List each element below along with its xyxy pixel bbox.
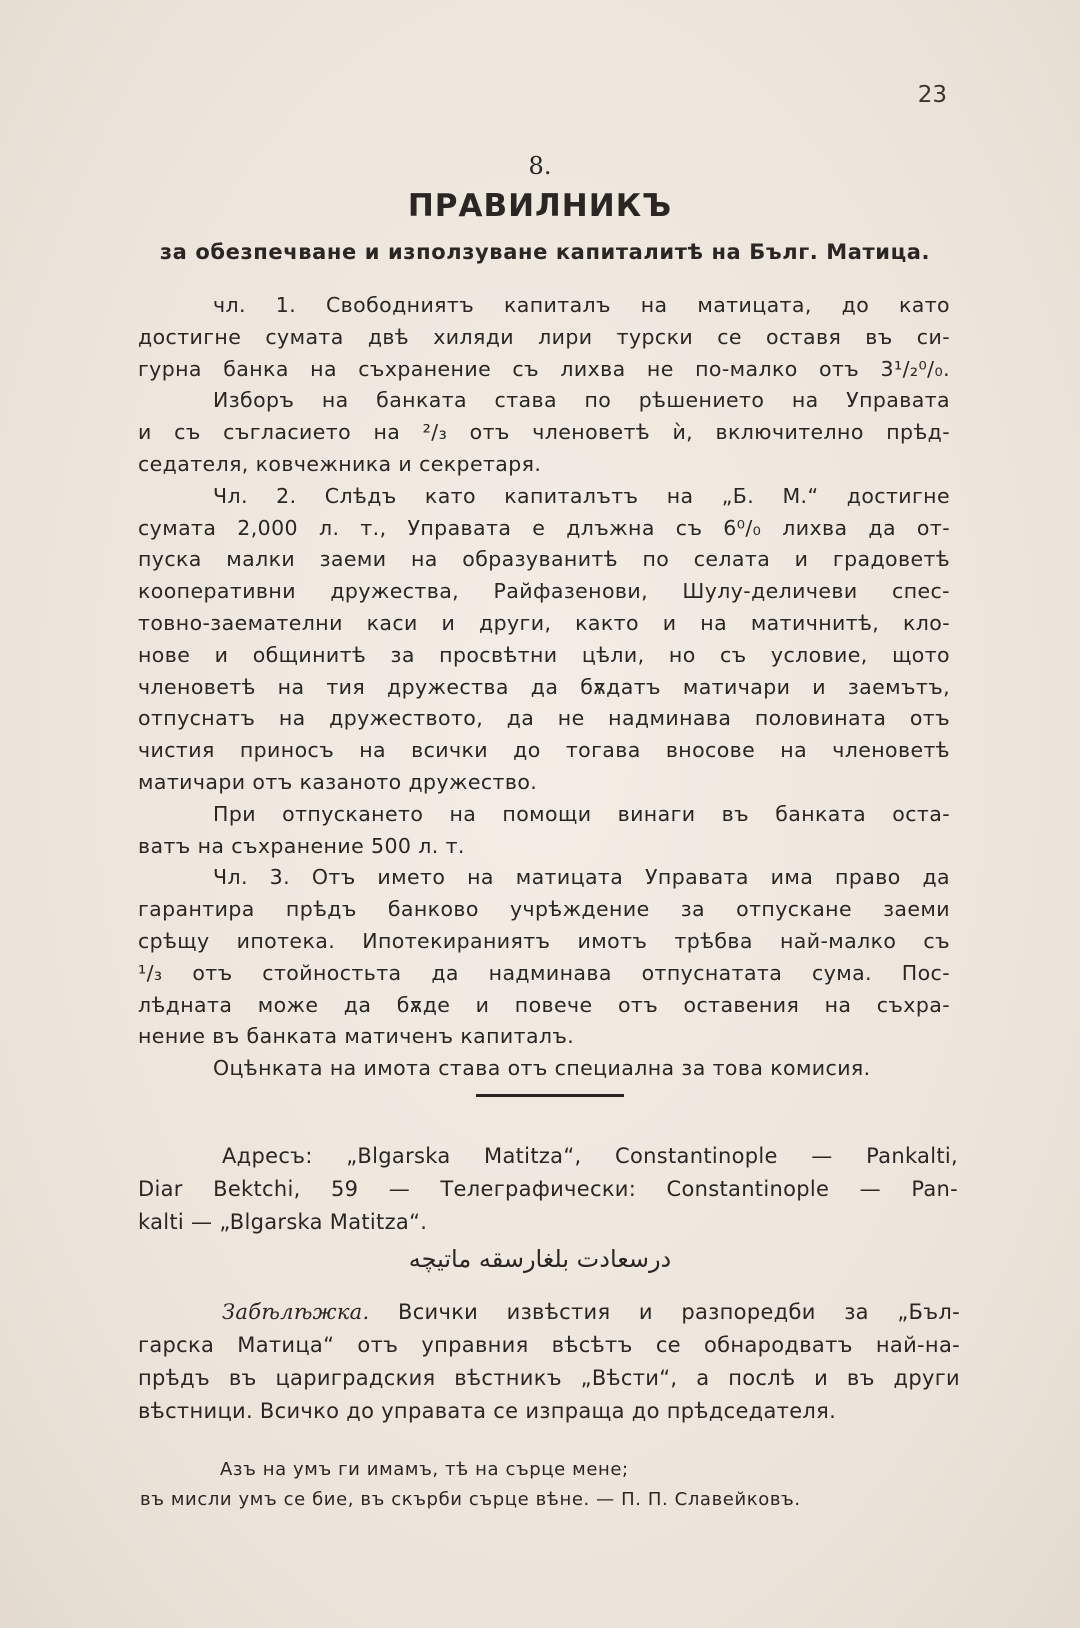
body-line: достигне сумата двѣ хиляди лири турски се оставя въ си- — [138, 324, 950, 349]
body-line: матичари отъ казаното дружество. — [138, 769, 538, 794]
page-number: 23 — [917, 82, 947, 108]
document-title: ПРАВИЛНИКЪ — [407, 188, 673, 224]
epigraph-line: въ мисли умъ се бие, въ скърби сърце вѣне. — П. П. Славейковъ. — [140, 1489, 801, 1510]
ottoman-address-line: درسعادت بلغارسقه ماتيچه — [408, 1245, 672, 1273]
body-line: Изборъ на банката става по рѣшението на Управата — [213, 388, 950, 413]
body-line: седателя, ковчежника и секретаря. — [138, 451, 542, 476]
note-line: гарска Матица“ отъ управния вѣсѣтъ се обнародватъ най-на- — [138, 1333, 960, 1357]
epigraph — [140, 1455, 980, 1515]
body-line: товно-заемателни каси и други, както и на матичнитѣ, кло- — [138, 610, 950, 635]
address-line: Адресъ: „Blgarska Matitza“, Constantinople — Pankalti, — [222, 1144, 958, 1168]
body-line: Чл. 2. Слѣдъ като капиталътъ на „Б. М.“ достигне — [213, 483, 950, 508]
section-number: 8. — [528, 152, 552, 180]
body-line: Чл. 3. Отъ името на матицата Управата има право да — [213, 865, 950, 890]
body-line: гарантира прѣдъ банково учрѣждение за отпускане заеми — [138, 897, 950, 922]
note-line: прѣдъ въ цариградския вѣстникъ „Вѣсти“, а послѣ и въ други — [138, 1366, 960, 1390]
section-divider — [476, 1094, 624, 1097]
regulation-body — [138, 290, 950, 1085]
body-line: чистия приносъ на всички до тогава вносове на членоветѣ — [138, 738, 950, 763]
note-line: вѣстници. Всичко до управата се изпраща до прѣдседателя. — [138, 1399, 837, 1423]
body-line: сумата 2,000 л. т., Управата е длъжна съ 6⁰/₀ лихва да от- — [138, 515, 950, 540]
body-line: ватъ на съхранение 500 л. т. — [138, 833, 465, 858]
body-line: лѣдната може да бѫде и повече отъ оставения на съхра- — [138, 992, 950, 1017]
note-line — [138, 1296, 960, 1329]
body-line: чл. 1. Свободниятъ капиталъ на матицата, до като — [213, 293, 950, 317]
body-line: гурна банка на съхранение съ лихва не по-малко отъ 3¹/₂⁰/₀. — [138, 356, 950, 381]
address-block — [138, 1140, 958, 1239]
address-line: kalti — „Blgarska Matitza“. — [138, 1210, 428, 1234]
address-line: Diar Bektchi, 59 — Телеграфически: Constantinople — Pan- — [138, 1177, 958, 1201]
body-line: нове и общинитѣ за просвѣтни цѣли, но съ условие, щото — [138, 642, 950, 667]
body-line: пуска малки заеми на образуванитѣ по селата и градоветѣ — [138, 547, 950, 572]
body-line: и съ съгласието на ²/₃ отъ членоветѣ ѝ, включително прѣд- — [138, 420, 950, 445]
body-line: кооперативни дружества, Райфазенови, Шулу-деличеви спес- — [138, 579, 950, 604]
body-line: При отпускането на помощи винаги въ банката оста- — [213, 801, 950, 826]
body-line: срѣщу ипотека. Ипотекираниятъ имотъ трѣбва най-малко съ — [138, 928, 950, 953]
document-subtitle: за обезпечване и използуване капиталитѣ на Бълг. Матица. — [159, 240, 931, 264]
body-line: отпуснатъ на дружеството, да не надминава половината отъ — [138, 706, 950, 731]
note-text: Всички извѣстия и разпоредби за „Бъл- — [369, 1300, 960, 1324]
note-block — [138, 1296, 960, 1428]
body-line: нение въ банката матиченъ капиталъ. — [138, 1024, 575, 1049]
body-line: ¹/₃ отъ стойностьта да надминава отпуснатата сума. Пос- — [138, 960, 950, 985]
epigraph-line: Азъ на умъ ги имамъ, тѣ на сърце мене; — [220, 1459, 629, 1480]
body-line: Оцѣнката на имота става отъ специална за това комисия. — [213, 1056, 871, 1081]
body-line: членоветѣ на тия дружества да бѫдатъ матичари и заемътъ, — [138, 674, 950, 699]
note-label: Забѣлѣжка. — [222, 1300, 370, 1324]
